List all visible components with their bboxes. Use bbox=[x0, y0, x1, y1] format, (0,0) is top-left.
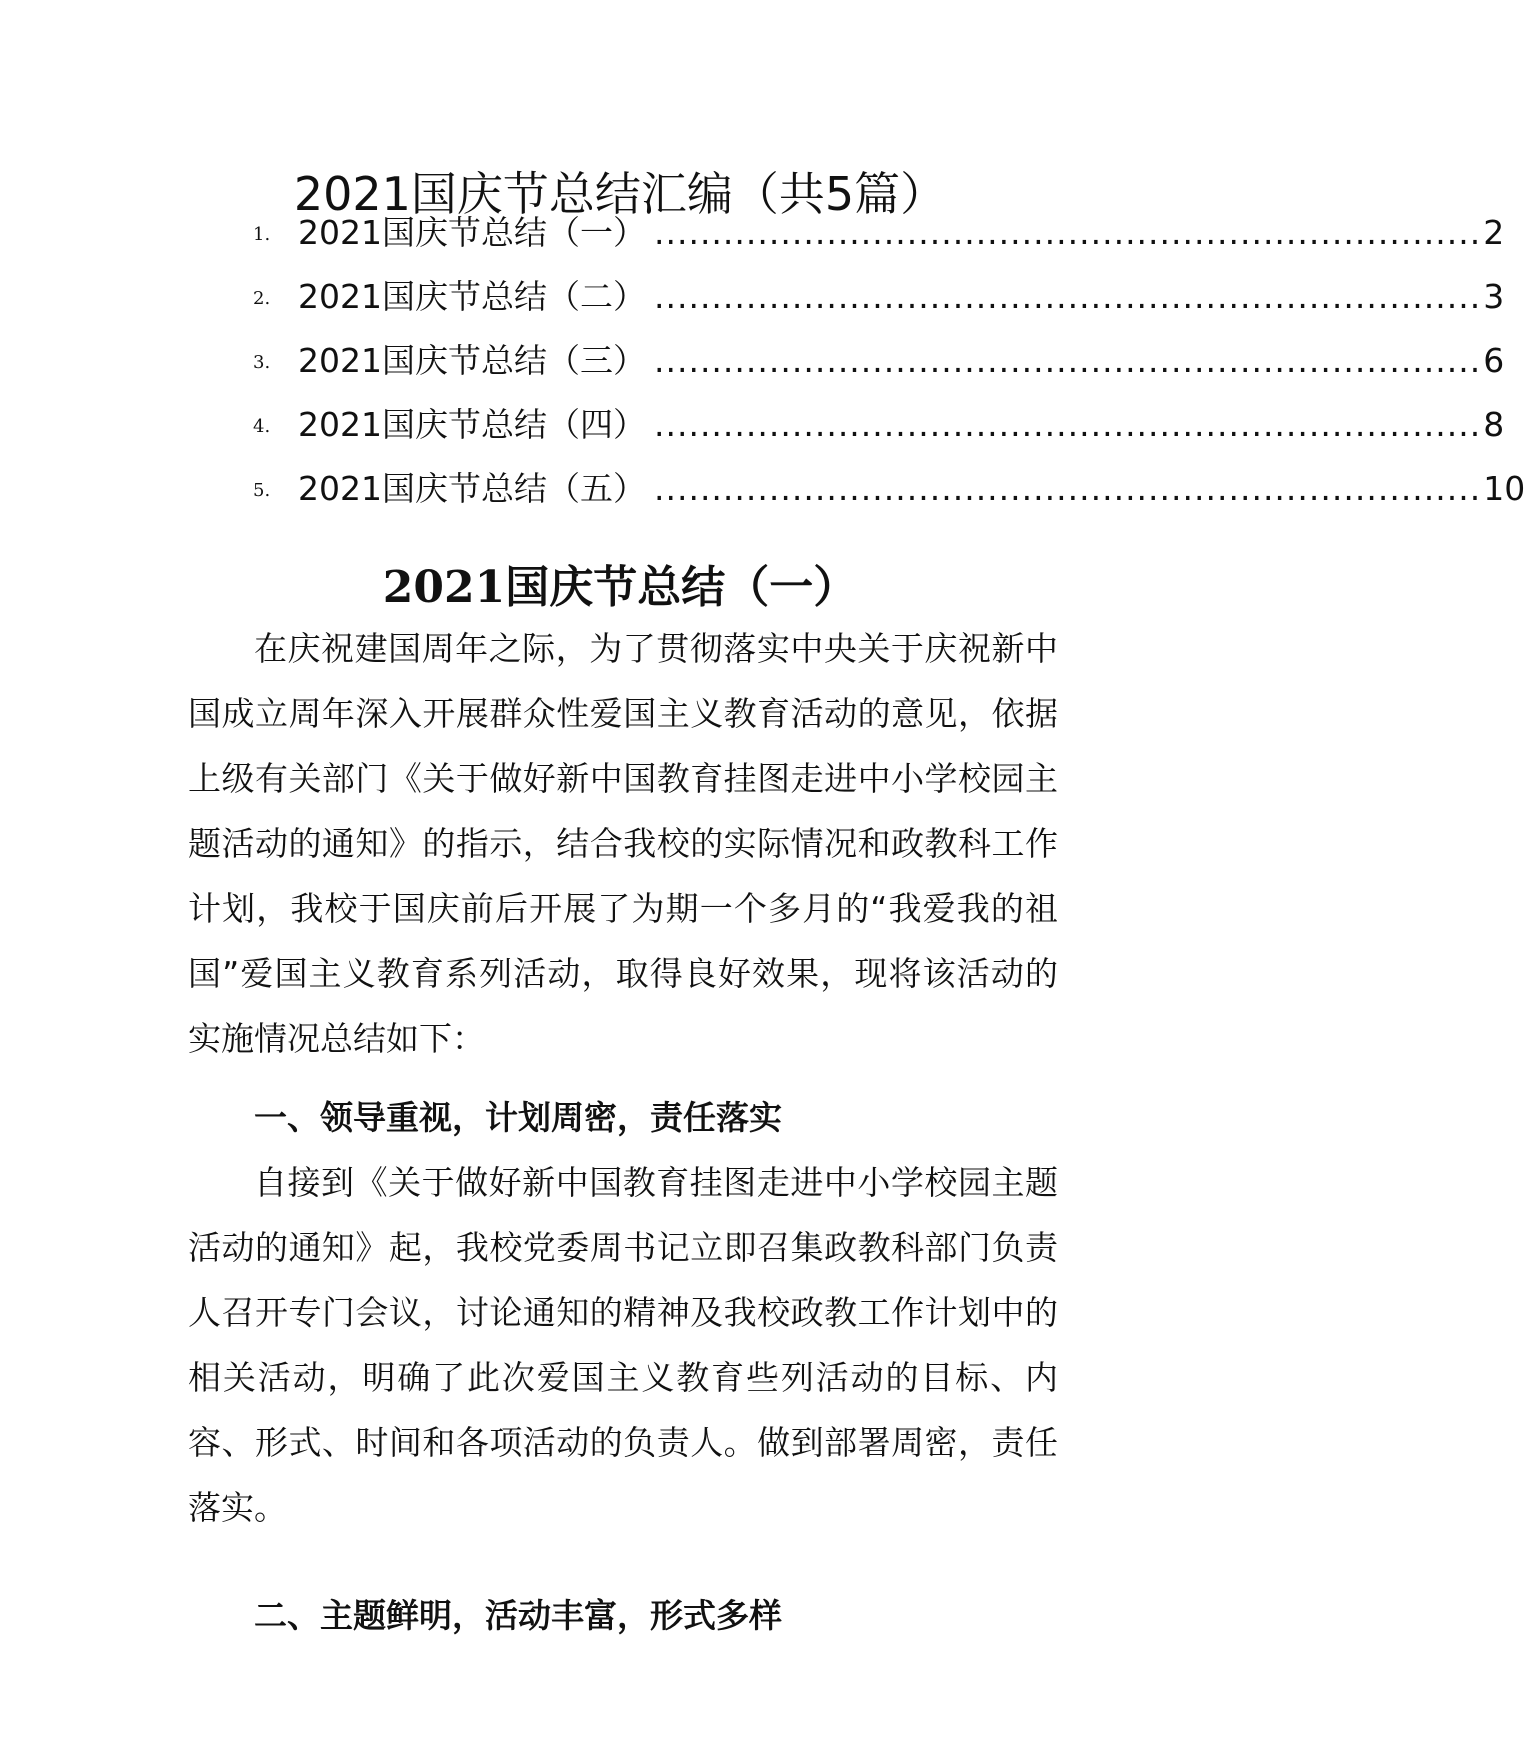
toc-item[interactable] bbox=[0, 274, 1505, 324]
section-title: 2021国庆节总结（一） bbox=[382, 562, 858, 613]
toc-item[interactable] bbox=[0, 466, 1525, 516]
toc-page-number: 10 bbox=[1483, 469, 1525, 508]
body-text bbox=[188, 1583, 1058, 1648]
toc-number: 5. bbox=[253, 480, 271, 501]
toc-leader-dots: ........................................................................ bbox=[653, 469, 1482, 508]
toc-label: 2021国庆节总结（二） bbox=[298, 277, 646, 316]
body-text bbox=[188, 1085, 1058, 1540]
section-heading: 二、主题鲜明，活动丰富，形式多样 bbox=[254, 1596, 782, 1635]
toc-item[interactable] bbox=[0, 210, 1505, 260]
toc-page-number: 2 bbox=[1483, 213, 1505, 252]
body-text bbox=[188, 616, 1058, 1071]
toc-label: 2021国庆节总结（四） bbox=[298, 405, 646, 444]
toc-label: 2021国庆节总结（五） bbox=[298, 469, 646, 508]
toc-leader-dots: ........................................................................ bbox=[653, 341, 1482, 380]
toc-leader-dots: ........................................................................ bbox=[653, 405, 1482, 444]
paragraph: 在庆祝建国周年之际，为了贯彻落实中央关于庆祝新中国成立周年深入开展群众性爱国主义教育活动的意见，依据上级有关部门《关于做好新中国教育挂图走进中小学校园主题活动的通知》的指示，结合我校的实际情况和政教科工作计划，我校于国庆前后开展了为期一个多月的“我爱我的祖国”爱国主义教育系列活动，取得良好效果，现将该活动的实施情况总结如下： bbox=[188, 629, 1058, 1058]
toc-number: 1. bbox=[253, 224, 271, 245]
toc-page-number: 3 bbox=[1483, 277, 1505, 316]
toc-number: 4. bbox=[253, 416, 271, 437]
toc-label: 2021国庆节总结（三） bbox=[298, 341, 646, 380]
toc-item[interactable] bbox=[0, 402, 1505, 452]
toc-item[interactable] bbox=[0, 338, 1505, 388]
toc-number: 3. bbox=[253, 352, 271, 373]
toc-number: 2. bbox=[253, 288, 271, 309]
toc-leader-dots: ........................................................................ bbox=[653, 213, 1482, 252]
toc-leader-dots: ........................................................................ bbox=[653, 277, 1482, 316]
toc-page-number: 8 bbox=[1483, 405, 1505, 444]
toc-page-number: 6 bbox=[1483, 341, 1505, 380]
toc-label: 2021国庆节总结（一） bbox=[298, 213, 646, 252]
document-title: 2021国庆节总结汇编（共5篇） bbox=[293, 167, 947, 221]
section-heading: 一、领导重视，计划周密，责任落实 bbox=[254, 1098, 782, 1137]
paragraph: 自接到《关于做好新中国教育挂图走进中小学校园主题活动的通知》起，我校党委周书记立即召集政教科部门负责人召开专门会议，讨论通知的精神及我校政教工作计划中的相关活动，明确了此次爱国主义教育些列活动的目标、内容、形式、时间和各项活动的负责人。做到部署周密，责任落实。 bbox=[188, 1163, 1058, 1527]
